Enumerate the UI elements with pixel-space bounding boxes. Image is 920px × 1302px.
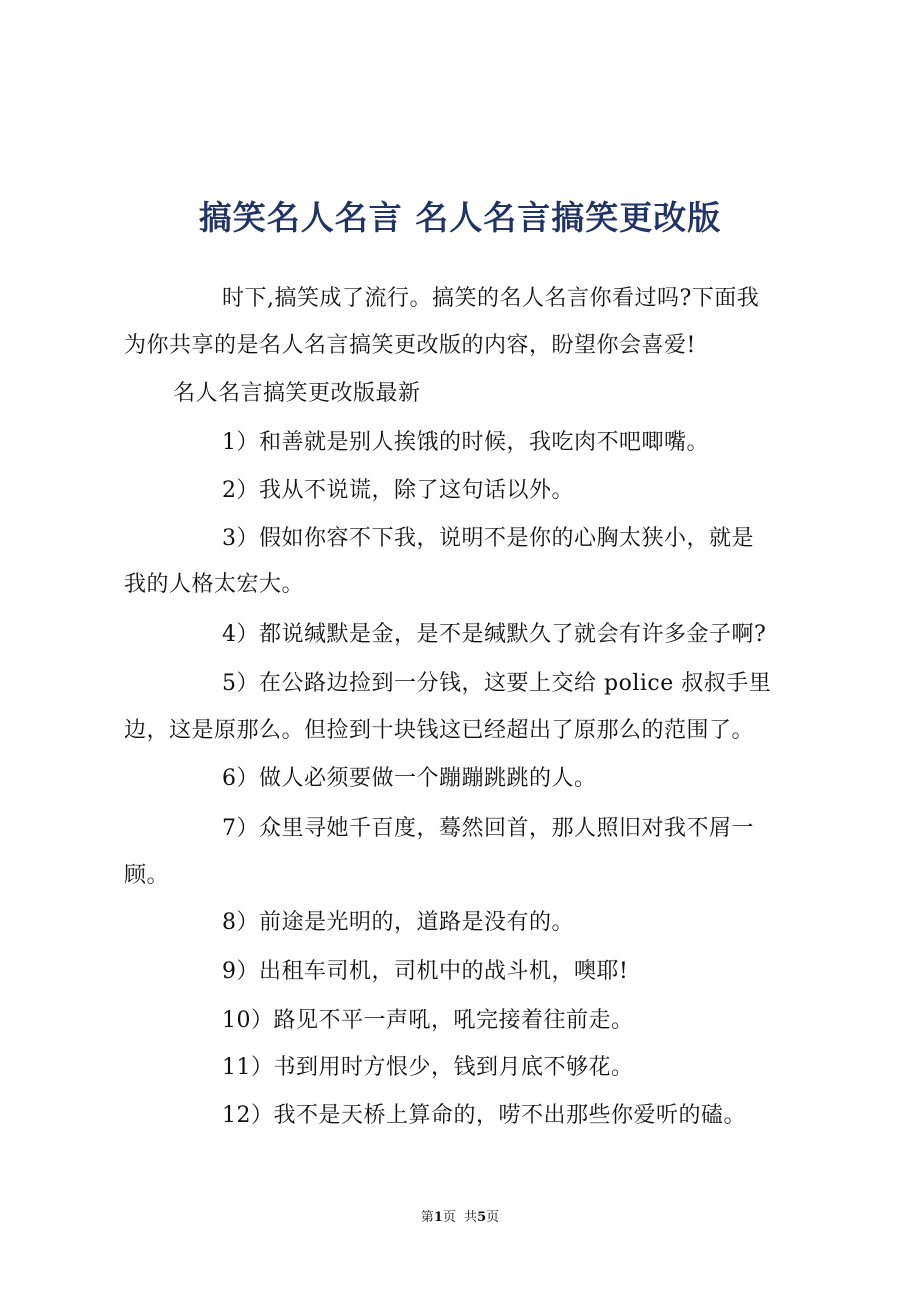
list-item-1: 1）和善就是别人挨饿的时候，我吃肉不吧唧嘴。	[222, 430, 709, 455]
list-item-8: 8）前途是光明的，道路是没有的。	[222, 910, 574, 935]
list-item-3: 3）假如你容不下我，说明不是你的心胸太狭小，就是	[222, 526, 754, 551]
list-item-11: 11）书到用时方恨少，钱到月底不够花。	[222, 1055, 634, 1080]
list-item-12: 12）我不是天桥上算命的，唠不出那些你爱听的磕。	[222, 1103, 746, 1128]
list-item-7-continued: 顾。	[124, 863, 170, 888]
footer-page-total: 5	[477, 1210, 487, 1225]
intro-line-2: 为你共享的是名人名言搞笑更改版的内容，盼望你会喜爱!	[124, 333, 696, 358]
footer-page-mid: 页 共	[442, 1210, 478, 1225]
list-item-10: 10）路见不平一声吼，吼完接着往前走。	[222, 1008, 634, 1033]
list-item-9: 9）出租车司机，司机中的战斗机，噢耶!	[222, 959, 629, 984]
intro-line-1: 时下,搞笑成了流行。搞笑的名人名言你看过吗?下面我	[222, 286, 760, 311]
list-item-5-continued: 边，这是原那么。但捡到十块钱这已经超出了原那么的范围了。	[124, 718, 755, 743]
footer-page-current: 1	[433, 1210, 443, 1225]
subheading: 名人名言搞笑更改版最新	[173, 381, 421, 406]
document-title: 搞笑名人名言 名人名言搞笑更改版	[198, 198, 722, 237]
list-item-6: 6）做人必须要做一个蹦蹦跳跳的人。	[222, 766, 597, 791]
list-item-2: 2）我从不说谎，除了这句话以外。	[222, 478, 574, 503]
footer-page-prefix: 第	[420, 1210, 434, 1225]
list-item-7: 7）众里寻她千百度，蓦然回首，那人照旧对我不屑一	[222, 816, 754, 841]
page-footer	[0, 1206, 920, 1225]
list-item-4: 4）都说缄默是金，是不是缄默久了就会有许多金子啊?	[222, 622, 767, 647]
list-item-5: 5）在公路边捡到一分钱，这要上交给 police 叔叔手里	[222, 671, 772, 696]
footer-page-suffix: 页	[486, 1210, 500, 1225]
list-item-3-continued: 我的人格太宏大。	[124, 572, 305, 597]
